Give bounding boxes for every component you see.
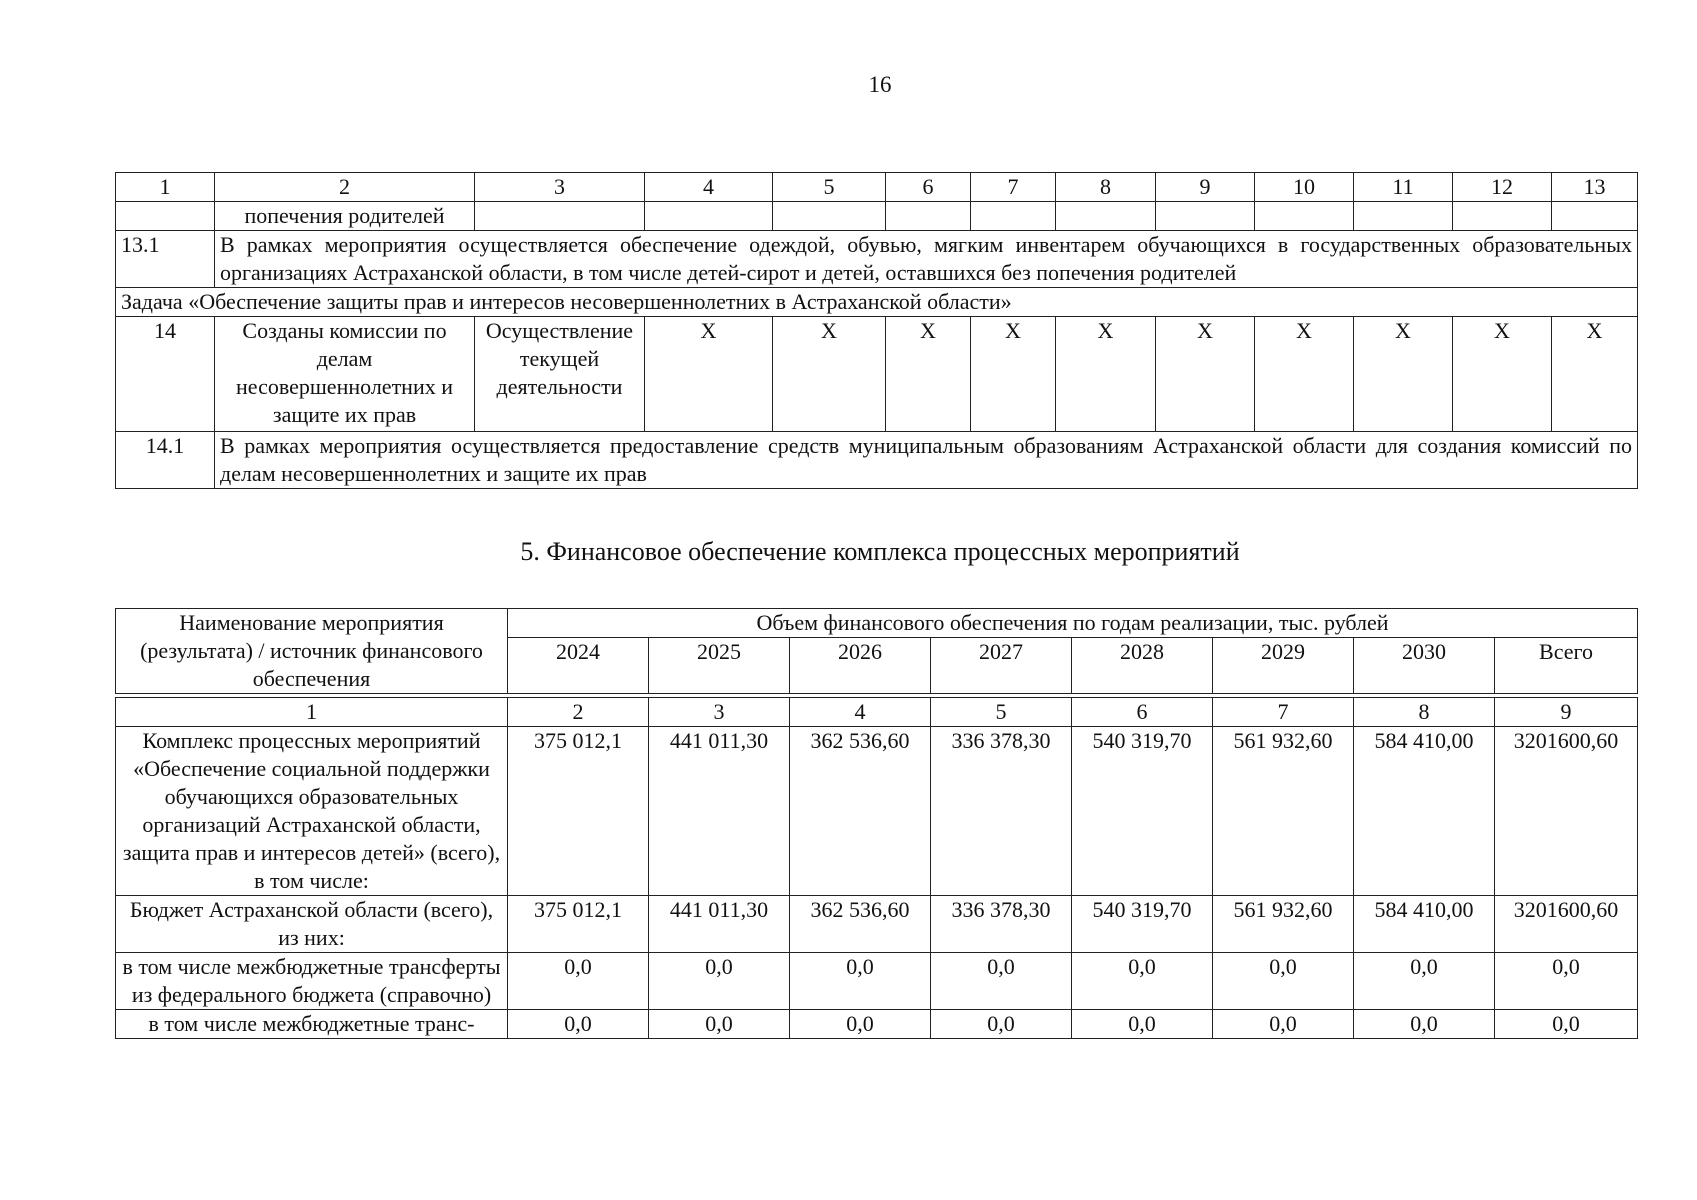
- finance-value: 561 932,60: [1213, 896, 1354, 953]
- finance-value: 584 410,00: [1354, 896, 1495, 953]
- column-number: 5: [931, 698, 1072, 727]
- finance-value: 0,0: [931, 953, 1072, 1010]
- year-header: 2030: [1354, 638, 1495, 694]
- year-header: 2027: [931, 638, 1072, 694]
- column-number: 10: [1255, 173, 1354, 202]
- finance-value: 0,0: [649, 953, 790, 1010]
- finance-row-name: Бюджет Астраханской области (всего), из них:: [116, 896, 508, 953]
- mark-cell: X: [1453, 317, 1552, 432]
- name-header: Наименование мероприятия (результата) / источник финансового обеспечения: [116, 609, 508, 694]
- finance-value: 0,0: [649, 1010, 790, 1039]
- finance-value: 3201600,60: [1495, 896, 1638, 953]
- finance-value: 336 378,30: [931, 727, 1072, 896]
- column-number: 7: [971, 173, 1056, 202]
- mark-cell: X: [645, 317, 773, 432]
- finance-row-name: в том числе межбюджетные трансферты из федерального бюджета (справочно): [116, 953, 508, 1010]
- volume-header: Объем финансового обеспечения по годам реализации, тыс. рублей: [508, 609, 1638, 638]
- finance-value: 375 012,1: [508, 896, 649, 953]
- column-number: 9: [1156, 173, 1255, 202]
- finance-row-complex: [116, 727, 1638, 896]
- row-description: В рамках мероприятия осуществляется обеспечение одеждой, обувью, мягким инвентарем обучающихся в государственных образовательных организациях Астраханской области, в том числе детей-сирот и детей, оставшихся без попечения родителей: [215, 231, 1638, 288]
- column-number: 1: [116, 173, 215, 202]
- finance-row-regional-budget: [116, 896, 1638, 953]
- mark-cell: X: [1552, 317, 1638, 432]
- column-number: 8: [1056, 173, 1156, 202]
- column-number: 11: [1354, 173, 1453, 202]
- finance-value: 0,0: [790, 1010, 931, 1039]
- column-number: 8: [1354, 698, 1495, 727]
- column-number: 6: [1072, 698, 1213, 727]
- finance-value: 336 378,30: [931, 896, 1072, 953]
- finance-value: 584 410,00: [1354, 727, 1495, 896]
- column-number: 3: [475, 173, 645, 202]
- continued-text: попечения родителей: [215, 202, 475, 231]
- finance-value: 0,0: [508, 953, 649, 1010]
- finance-value: 362 536,60: [790, 727, 931, 896]
- year-header: Всего: [1495, 638, 1638, 694]
- finance-row-name: в том числе межбюджетные транс-: [116, 1010, 508, 1039]
- column-number: 9: [1495, 698, 1638, 727]
- finance-value: 540 319,70: [1072, 727, 1213, 896]
- finance-value: 0,0: [790, 953, 931, 1010]
- task-row: [116, 288, 1638, 317]
- column-number: 4: [790, 698, 931, 727]
- finance-value: 3201600,60: [1495, 727, 1638, 896]
- finance-row-federal-transfers: [116, 953, 1638, 1010]
- finance-value: 0,0: [1354, 953, 1495, 1010]
- continued-row: [116, 202, 1638, 231]
- year-header: 2029: [1213, 638, 1354, 694]
- finance-value: 0,0: [1354, 1010, 1495, 1039]
- finance-value: 362 536,60: [790, 896, 931, 953]
- year-header: 2026: [790, 638, 931, 694]
- mark-cell: X: [1156, 317, 1255, 432]
- mark-cell: X: [1255, 317, 1354, 432]
- result-type: Осуществление текущей деятельности: [475, 317, 645, 432]
- finance-value: 0,0: [1072, 953, 1213, 1010]
- finance-row-name: Комплекс процессных мероприятий «Обеспечение социальной поддержки обучающихся образовательных организаций Астраханской области, защита прав и интересов детей» (всего), в том числе:: [116, 727, 508, 896]
- column-number: 2: [508, 698, 649, 727]
- column-number: 2: [215, 173, 475, 202]
- row-description: В рамках мероприятия осуществляется предоставление средств муниципальным образованиям Астраханской области для создания комиссий по делам несовершеннолетних и защите их прав: [215, 432, 1638, 489]
- column-number: 13: [1552, 173, 1638, 202]
- section-title: 5. Финансовое обеспечение комплекса процессных мероприятий: [520, 537, 1240, 566]
- finance-value: 561 932,60: [1213, 727, 1354, 896]
- row-number: 14: [116, 317, 215, 432]
- column-number-row: [116, 698, 1638, 727]
- finance-value: 0,0: [508, 1010, 649, 1039]
- year-header: 2024: [508, 638, 649, 694]
- finance-value: 540 319,70: [1072, 896, 1213, 953]
- row-number: 14.1: [116, 432, 215, 489]
- column-number: 12: [1453, 173, 1552, 202]
- mark-cell: X: [1354, 317, 1453, 432]
- finance-header-row: [116, 609, 1638, 638]
- finance-row-transfers-continued: [116, 1010, 1638, 1039]
- row-number: 13.1: [116, 231, 215, 288]
- activities-table: [115, 172, 1638, 489]
- column-number: 1: [116, 698, 508, 727]
- column-number: 7: [1213, 698, 1354, 727]
- finance-value: 0,0: [1213, 1010, 1354, 1039]
- column-number: 4: [645, 173, 773, 202]
- finance-table: [115, 608, 1638, 1039]
- row-14: [116, 317, 1638, 432]
- year-header: 2025: [649, 638, 790, 694]
- page-number: 16: [868, 72, 892, 97]
- year-header: 2028: [1072, 638, 1213, 694]
- row-14-1: [116, 432, 1638, 489]
- column-number: 6: [886, 173, 971, 202]
- column-number: 5: [773, 173, 886, 202]
- result-name: Созданы комиссии по делам несовершеннолетних и защите их прав: [215, 317, 475, 432]
- finance-value: 441 011,30: [649, 896, 790, 953]
- finance-value: 0,0: [1072, 1010, 1213, 1039]
- column-number-row: [116, 173, 1638, 202]
- mark-cell: X: [773, 317, 886, 432]
- task-heading: Задача «Обеспечение защиты прав и интересов несовершеннолетних в Астраханской области»: [116, 288, 1638, 317]
- column-number: 3: [649, 698, 790, 727]
- finance-value: 0,0: [1495, 953, 1638, 1010]
- mark-cell: X: [971, 317, 1056, 432]
- finance-value: 0,0: [931, 1010, 1072, 1039]
- finance-value: 441 011,30: [649, 727, 790, 896]
- finance-value: 375 012,1: [508, 727, 649, 896]
- row-13-1: [116, 231, 1638, 288]
- mark-cell: X: [886, 317, 971, 432]
- mark-cell: X: [1056, 317, 1156, 432]
- finance-value: 0,0: [1495, 1010, 1638, 1039]
- finance-value: 0,0: [1213, 953, 1354, 1010]
